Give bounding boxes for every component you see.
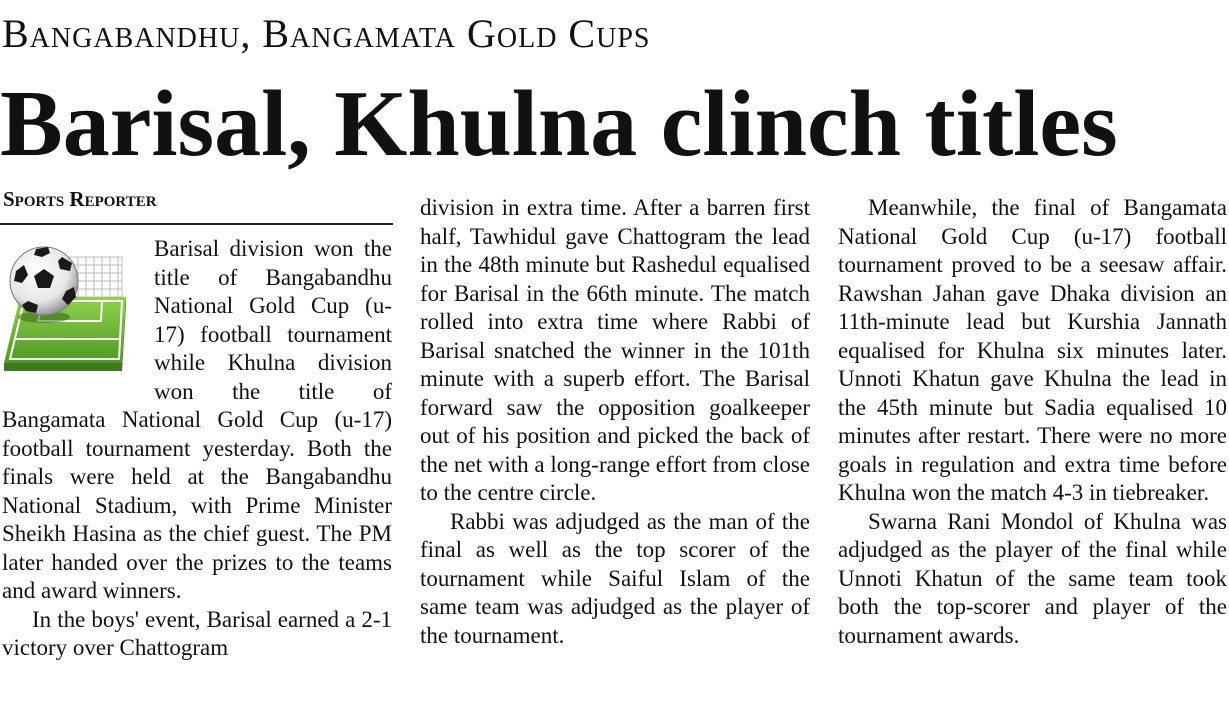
headline: Barisal, Khulna clinch titles [0, 72, 1118, 176]
column-3 [838, 194, 1227, 650]
kicker: Bangabandhu, Bangamata Gold Cups [2, 11, 651, 56]
paragraph: Meanwhile, the final of Bangamata National Gold Cup (u-17) football tournament proved to be a seesaw affair. Rawshan Jahan gave Dhaka division an 11th-minute lead but Kurshia Jannath equalised for Khulna six minutes later. Unnoti Khatun gave Khulna the lead in the 45th minute but Sadia equalised 10 minutes after restart. There were no more goals in regulation and extra time before Khulna won the match 4-3 in tiebreaker. [838, 195, 1227, 505]
paragraph: Barisal division won the title of Bangabandhu National Gold Cup (u-17) football tournament while Khulna division won the title of Bangamata National Gold Cup (u-17) football tournament yesterday. Both the finals were held at the Bangabandhu National Stadium, with Prime Minister Sheikh Hasina as the chief guest. The PM later handed over the prizes to the teams and award winners. [2, 236, 392, 603]
byline-rule [0, 223, 393, 225]
football-pitch-icon [2, 235, 150, 385]
paragraph: Rabbi was adjudged as the man of the final as well as the top scorer of the tournament while Saiful Islam of the same team was adjudged as the player of the tournament. [420, 508, 810, 648]
column-2 [420, 194, 810, 650]
paragraph: In the boys' event, Barisal earned a 2-1 victory over Chattogram [2, 606, 392, 660]
byline: Sports Reporter [3, 187, 157, 211]
paragraph: Swarna Rani Mondol of Khulna was adjudged as the player of the final while Unnoti Khatun of the same team took both the top-scorer and player of the tournament awards. [838, 508, 1227, 648]
paragraph: division in extra time. After a barren first half, Tawhidul gave Chattogram the lead in the 48th minute but Rashedul equalised for Barisal in the 66th minute. The match rolled into extra time where Rabbi of Barisal snatched the winner in the 101th minute with a superb effort. The Barisal forward saw the opposition goalkeeper out of his position and picked the back of the net with a long-range effort from close to the centre circle. [420, 195, 810, 505]
column-1 [2, 235, 392, 663]
